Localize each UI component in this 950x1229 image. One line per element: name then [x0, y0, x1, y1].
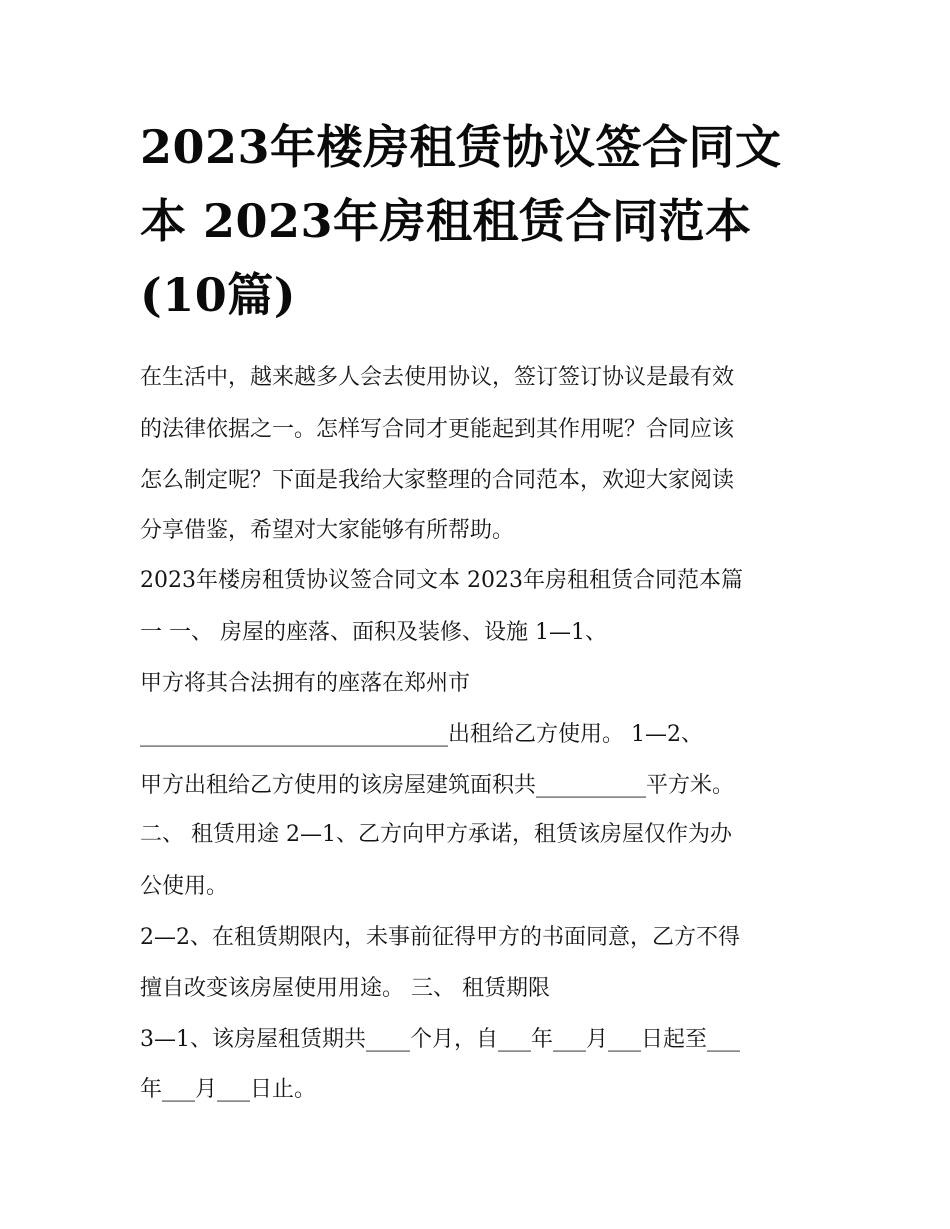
contract-clause-line: 年___月___日止。 — [140, 1077, 317, 1102]
contract-clause-line: 甲方将其合法拥有的座落在郑州市 — [140, 671, 471, 696]
contract-clause-line: 擅自改变该房屋使用用途。 三、 租赁期限 — [140, 976, 550, 1001]
contract-clause-line: 3—1、该房屋租赁期共____个月，自___年___月___日起至___ — [140, 1027, 740, 1052]
title-line: 本 2023年房租租赁合同范本 — [140, 194, 752, 248]
contract-clause-line: 公使用。 — [140, 874, 229, 899]
contract-clause-line: ____________________________出租给乙方使用。 1—2、 — [140, 722, 703, 747]
title-line: 2023年楼房租赁协议签合同文 — [140, 120, 782, 174]
contract-heading-line: 2023年楼房租赁协议签合同文本 2023年房租租赁合同范本篇 — [140, 568, 743, 593]
intro-paragraph-line: 在生活中，越来越多人会去使用协议，签订签订协议是最有效 — [140, 365, 735, 390]
contract-clause-line: 甲方出租给乙方使用的该房屋建筑面积共__________平方米。 — [140, 773, 735, 798]
contract-clause-line: 2—2、在租赁期限内，未事前征得甲方的书面同意，乙方不得 — [140, 925, 740, 950]
title-line: (10篇) — [140, 268, 297, 322]
intro-paragraph-line: 怎么制定呢？下面是我给大家整理的合同范本，欢迎大家阅读 — [140, 468, 735, 493]
contract-clause-line: 一 一、 房屋的座落、面积及装修、设施 1—1、 — [140, 620, 607, 645]
document-title — [140, 110, 820, 332]
intro-paragraph-line: 的法律依据之一。怎样写合同才更能起到其作用呢？合同应该 — [140, 417, 735, 442]
contract-clause-line: 二、 租赁用途 2—1、乙方向甲方承诺，租赁该房屋仅作为办 — [140, 822, 732, 847]
intro-paragraph-line: 分享借鉴，希望对大家能够有所帮助。 — [140, 518, 515, 543]
